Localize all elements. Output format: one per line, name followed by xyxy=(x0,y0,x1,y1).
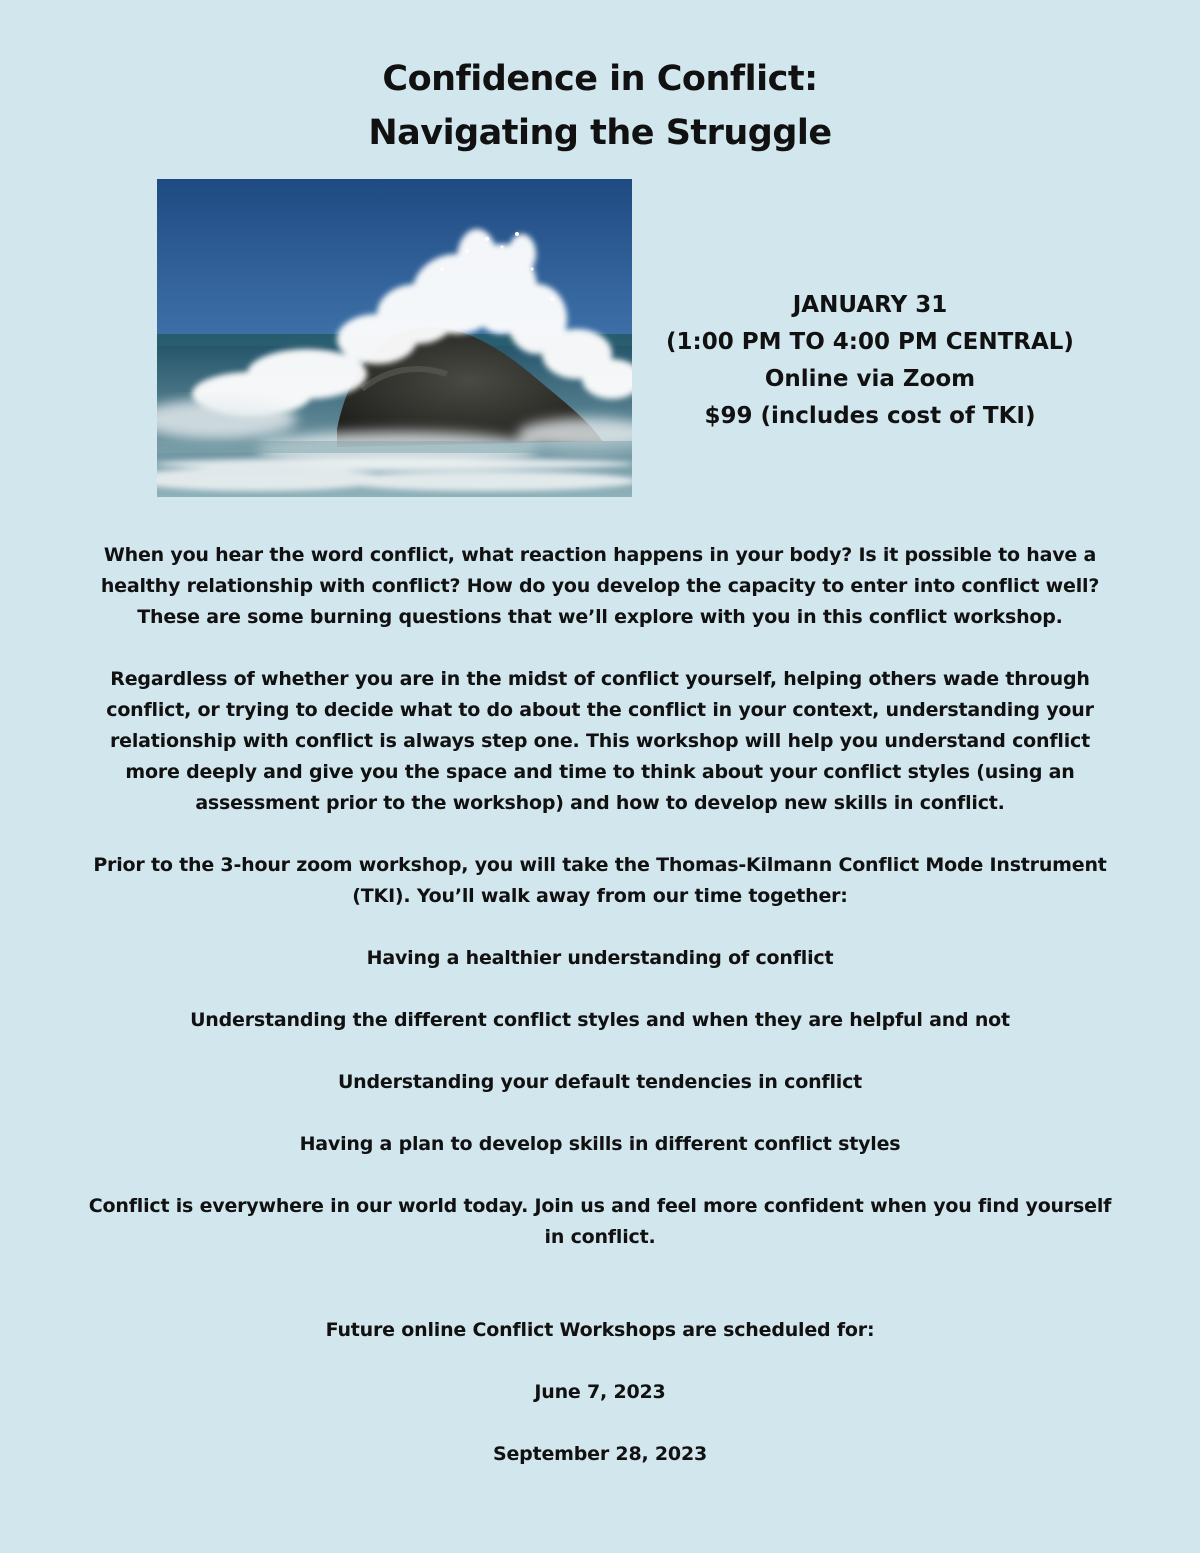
context-paragraph: Regardless of whether you are in the midst of conflict yourself, helping others wade through conflict, or trying to decide what to do about the conflict in your context, understanding your relationship with conflict is always step one. This workshop will help you understand conflict more deeply and give you the space and time to think about your conflict styles (using an assessment prior to the workshop) and how to develop new skills in conflict. xyxy=(106,668,1094,814)
title-line-1: Confidence in Conflict: xyxy=(382,59,818,99)
closing-paragraph: Conflict is everywhere in our world today. Join us and feel more confident when you find yourself in conflict. xyxy=(88,1195,1112,1248)
outcome-item: Understanding the different conflict styles and when they are helpful and not xyxy=(190,1009,1010,1031)
future-date: September 28, 2023 xyxy=(493,1443,707,1465)
event-time: (1:00 PM TO 4:00 PM CENTRAL) xyxy=(666,329,1074,355)
future-heading: Future online Conflict Workshops are scheduled for: xyxy=(325,1319,875,1341)
page-title xyxy=(0,52,1200,160)
prior-paragraph: Prior to the 3-hour zoom workshop, you will take the Thomas-Kilmann Conflict Mode Instrument (TKI). You’ll walk away from our time together: xyxy=(93,854,1107,907)
outcome-item: Having a plan to develop skills in different conflict styles xyxy=(299,1133,901,1155)
event-location: Online via Zoom xyxy=(764,366,976,392)
outcome-item: Having a healthier understanding of conflict xyxy=(366,947,834,969)
event-date: JANUARY 31 xyxy=(792,292,948,318)
intro-paragraph: When you hear the word conflict, what reaction happens in your body? Is it possible to have a healthy relationship with conflict? How do you develop the capacity to enter into conflict well? These are some burning questions that we’ll explore with you in this conflict workshop. xyxy=(100,544,1100,628)
title-line-2: Navigating the Struggle xyxy=(368,113,832,153)
event-price: $99 (includes cost of TKI) xyxy=(704,403,1036,429)
event-details xyxy=(640,287,1100,435)
outcome-item: Understanding your default tendencies in conflict xyxy=(337,1071,863,1093)
description xyxy=(80,540,1120,1501)
crashing-wave-photo xyxy=(157,179,632,497)
future-date: June 7, 2023 xyxy=(534,1381,666,1403)
